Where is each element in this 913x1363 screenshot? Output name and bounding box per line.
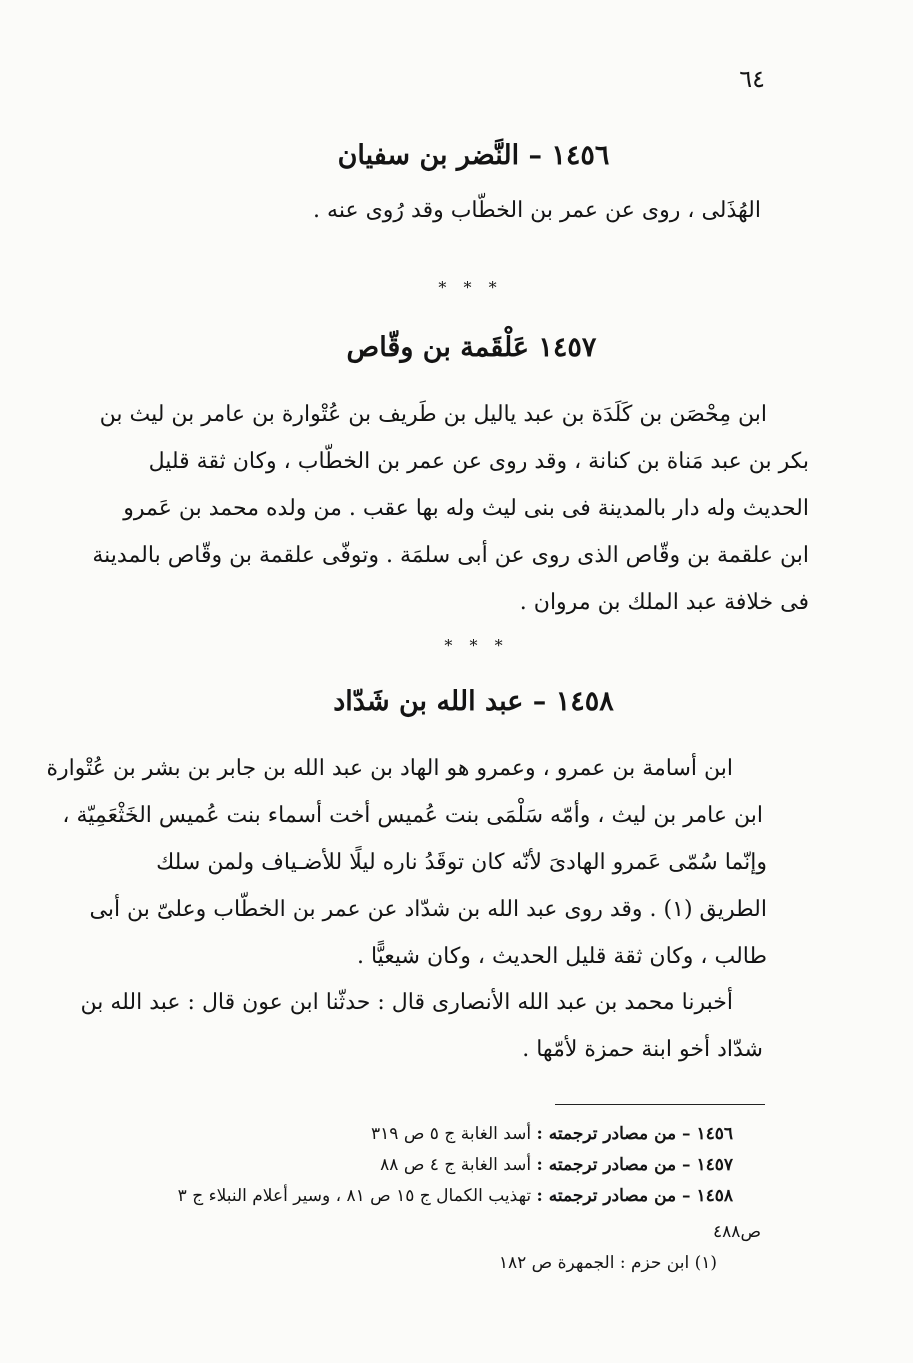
page-number: ٦٤ xyxy=(739,65,765,93)
section-separator: * * * xyxy=(444,636,509,655)
entry-1458-line-7: شدّاد أخو ابنة حمزة لأمّها . xyxy=(522,1037,763,1062)
entry-1458-line-3: وإنّما سُمّى عَمرو الهادىَ لأنّه كان توقَدُ ناره ليلًا للأضـياف ولمن سلك xyxy=(156,850,767,875)
entry-heading-1456: ١٤٥٦ – النَّضر بن سفيان xyxy=(337,140,610,171)
section-separator: * * * xyxy=(438,278,503,297)
entry-1458-line-1: ابن أسامة بن عمرو ، وعمرو هو الهاد بن عبد الله بن جابر بن بشر بن عُتْوارة xyxy=(46,756,733,781)
footnote-label: ١٤٥٦ – من مصادر ترجمته : xyxy=(536,1124,733,1144)
footnote-1456 xyxy=(371,1121,733,1147)
footnote-divider xyxy=(555,1104,765,1105)
entry-1458-line-2: ابن عامر بن ليث ، وأمّه سَلْمَى بنت عُميس أخت أسماء بنت عُميس الخَثْعَمِيّة ، xyxy=(62,803,763,828)
footnote-label: ١٤٥٨ – من مصادر ترجمته : xyxy=(536,1186,733,1206)
footnote-text: ص٤٨٨ xyxy=(713,1222,761,1242)
footnote-ref-1 xyxy=(499,1250,717,1276)
footnote-1458 xyxy=(178,1183,733,1209)
footnote-text: (١) ابن حزم : الجمهرة ص ١٨٢ xyxy=(498,1253,717,1273)
footnote-1457 xyxy=(380,1152,733,1178)
entry-1458-line-6: أخبرنا محمد بن عبد الله الأنصارى قال : حدثّنا ابن عون قال : عبد الله بن xyxy=(80,990,733,1015)
entry-1457-line-2: بكر بن عبد مَناة بن كنانة ، وقد روى عن عمر بن الخطّاب ، وكان ثقة قليل xyxy=(148,449,809,474)
footnote-text: أسد الغابة ج ٤ ص ٨٨ xyxy=(380,1155,537,1175)
footnote-text: تهذيب الكمال ج ١٥ ص ٨١ ، وسير أعلام النبلاء ج ٣ xyxy=(177,1186,537,1206)
entry-1456-line-1: الهُذَلى ، روى عن عمر بن الخطّاب وقد رُوى عنه . xyxy=(313,198,761,223)
entry-1457-line-3: الحديث وله دار بالمدينة فى بنى ليث وله بها عقب . من ولده محمد بن عَمرو xyxy=(123,496,809,521)
footnote-label: ١٤٥٧ – من مصادر ترجمته : xyxy=(536,1155,733,1175)
entry-1458-line-5: طالب ، وكان ثقة قليل الحديث ، وكان شيعيًّا . xyxy=(356,944,767,969)
footnote-1458-continuation xyxy=(713,1219,761,1245)
entry-heading-1458: ١٤٥٨ – عبد الله بن شَدّاد xyxy=(333,686,614,717)
entry-heading-1457: ١٤٥٧ عَلْقَمة بن وقّاص xyxy=(346,332,597,363)
entry-1457-line-4: ابن علقمة بن وقّاص الذى روى عن أبى سلمَة . وتوفّى علقمة بن وقّاص بالمدينة xyxy=(92,543,809,568)
footnote-text: أسد الغابة ج ٥ ص ٣١٩ xyxy=(371,1124,537,1144)
entry-1457-line-5: فى خلافة عبد الملك بن مروان . xyxy=(519,590,809,615)
entry-1458-line-4: الطريق (١) . وقد روى عبد الله بن شدّاد عن عمر بن الخطّاب وعلىّ بن أبى xyxy=(89,897,767,922)
entry-1457-line-1: ابن مِحْصَن بن كَلَدَة بن عبد ياليل بن طَريف بن عُتْوارة بن عامر بن ليث بن xyxy=(99,402,767,427)
